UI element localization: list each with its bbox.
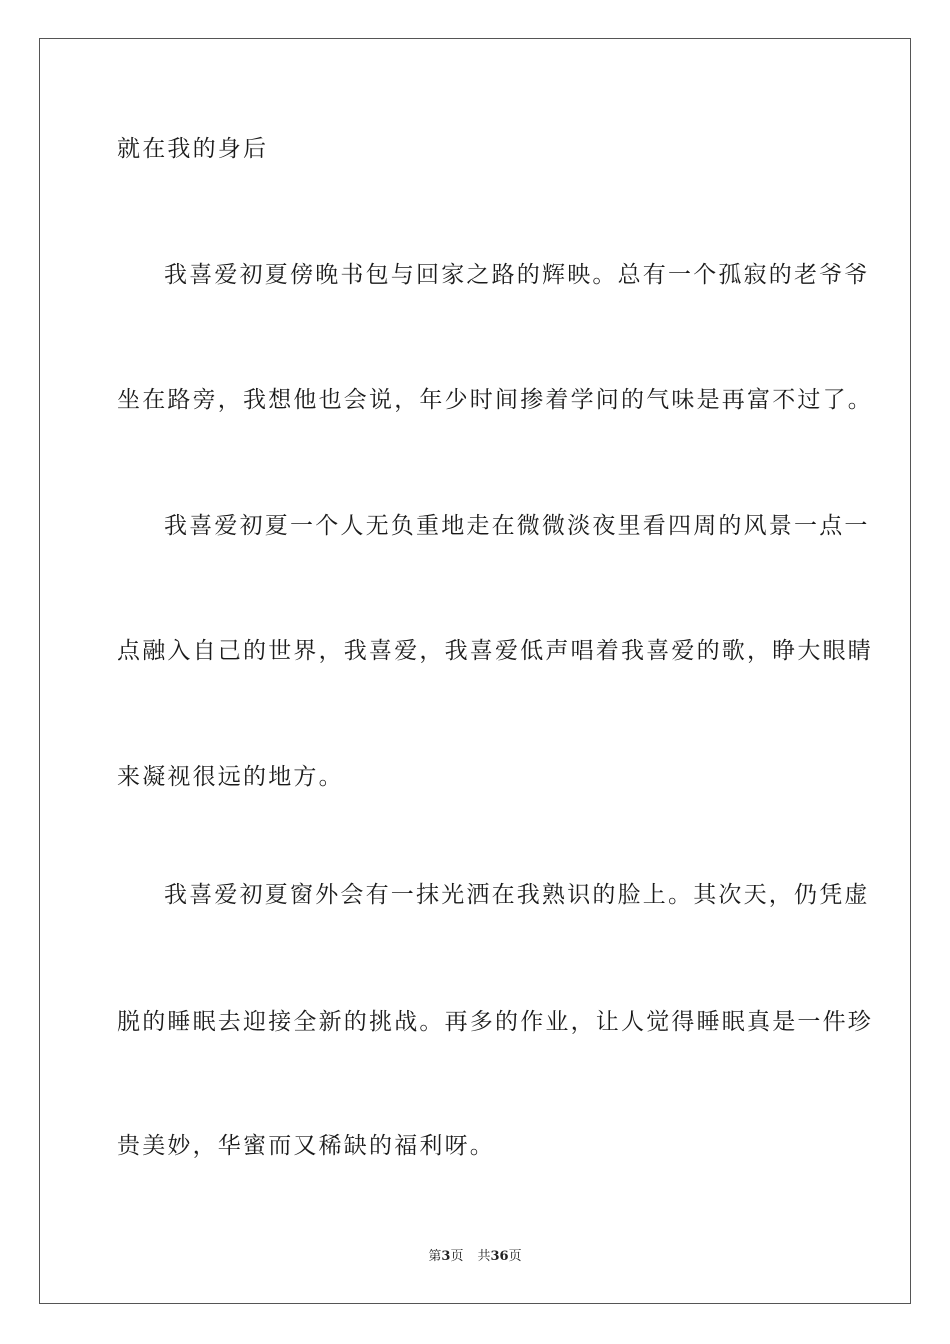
paragraph-1-line-1: 我喜爱初夏傍晚书包与回家之路的辉映。总有一个孤寂的老爷爷 <box>164 262 870 288</box>
paragraph-2-line-3: 来凝视很远的地方。 <box>117 764 344 790</box>
page-number: 3 <box>441 1249 451 1264</box>
page-suffix: 页 <box>450 1249 464 1264</box>
paragraph-2-line-2: 点融入自己的世界，我喜爱，我喜爱低声唱着我喜爱的歌，睁大眼睛 <box>117 638 873 664</box>
text-line-1: 就在我的身后 <box>117 136 269 162</box>
page-border <box>39 38 911 1304</box>
paragraph-2-line-1: 我喜爱初夏一个人无负重地走在微微淡夜里看四周的风景一点一 <box>164 513 870 539</box>
paragraph-1-line-2: 坐在路旁，我想他也会说，年少时间掺着学问的气味是再富不过了。 <box>117 387 873 413</box>
page-prefix: 第 <box>428 1249 442 1264</box>
page-footer <box>0 1248 950 1266</box>
paragraph-3-line-3: 贵美妙，华蜜而又稀缺的福利呀。 <box>117 1133 495 1159</box>
total-pages: 36 <box>490 1249 509 1264</box>
paragraph-3-line-2: 脱的睡眠去迎接全新的挑战。再多的作业，让人觉得睡眠真是一件珍 <box>117 1009 873 1035</box>
paragraph-3-line-1: 我喜爱初夏窗外会有一抹光洒在我熟识的脸上。其次天，仍凭虚 <box>164 882 870 908</box>
total-prefix: 共 <box>477 1249 491 1264</box>
total-suffix: 页 <box>508 1249 522 1264</box>
